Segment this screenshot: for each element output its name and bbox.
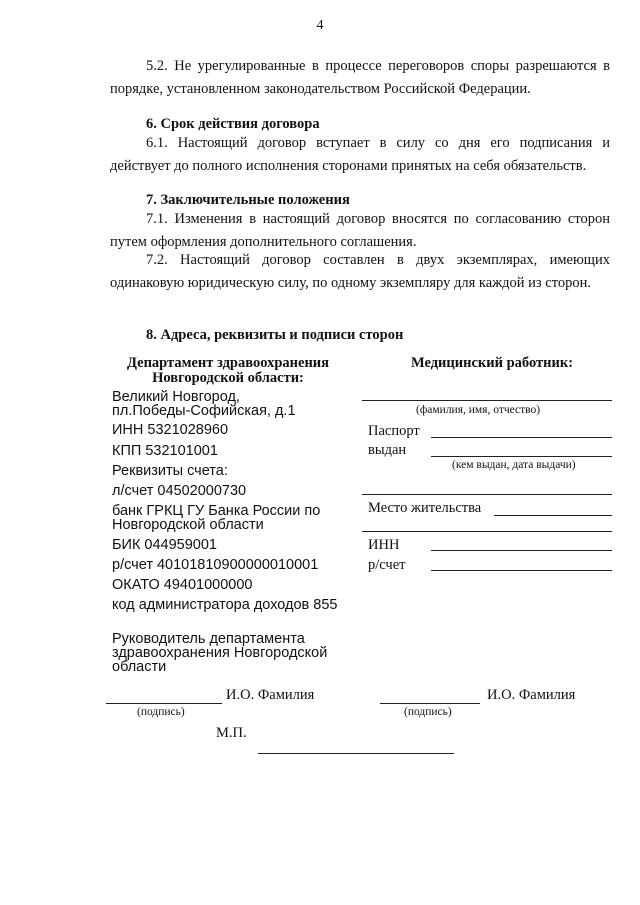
residence-label: Место жительства bbox=[368, 500, 482, 516]
left-ls: л/счет 04502000730 bbox=[112, 483, 247, 499]
passport-label: Паспорт bbox=[368, 423, 420, 439]
left-signature-caption: (подпись) bbox=[137, 706, 185, 718]
left-signature-name: И.О. Фамилия bbox=[226, 687, 315, 703]
left-bank-line1: банк ГРКЦ ГУ Банка России по bbox=[112, 503, 321, 519]
left-bank-line2: Новгородской области bbox=[112, 517, 264, 533]
clause-7-1: 7.1. Изменения в настоящий договор вносятся по согласованию сторон путем оформления дополнительного соглашения. bbox=[110, 211, 610, 250]
left-admin-code: код администратора доходов 855 bbox=[112, 597, 338, 613]
left-signature-line bbox=[106, 703, 222, 704]
stamp-line bbox=[258, 753, 454, 754]
right-signature-name: И.О. Фамилия bbox=[487, 687, 576, 703]
rs-line bbox=[431, 570, 612, 571]
issued-label: выдан bbox=[368, 442, 407, 458]
section-8-title: 8. Адреса, реквизиты и подписи сторон bbox=[146, 327, 404, 343]
left-address-line1: Великий Новгород, bbox=[112, 389, 240, 405]
left-bik: БИК 044959001 bbox=[112, 537, 217, 553]
left-head-line3: области bbox=[112, 659, 167, 675]
issued-line-2 bbox=[362, 494, 612, 495]
fio-line bbox=[362, 400, 612, 401]
left-head-line1: Руководитель департамента bbox=[112, 631, 305, 647]
issued-caption: (кем выдан, дата выдачи) bbox=[452, 459, 576, 471]
section-6-title: 6. Срок действия договора bbox=[146, 116, 320, 132]
section-7-title: 7. Заключительные положения bbox=[146, 192, 350, 208]
left-party-title: Департамент здравоохранения Новгородской области: bbox=[126, 355, 330, 386]
passport-line bbox=[431, 437, 612, 438]
clause-7-2: 7.2. Настоящий договор составлен в двух экземплярах, имеющих одинаковую юридическую силу, по одному экземпляру для каждой из сторон. bbox=[110, 252, 610, 291]
left-head-line2: здравоохранения Новгородской bbox=[112, 645, 328, 661]
clause-6-1: 6.1. Настоящий договор вступает в силу со дня его подписания и действует до полного исполнения сторонами принятых на себя обязательств. bbox=[110, 135, 610, 174]
left-okato: ОКАТО 49401000000 bbox=[112, 577, 253, 593]
left-requisites-label: Реквизиты счета: bbox=[112, 463, 228, 479]
residence-line bbox=[494, 515, 612, 516]
stamp-label: М.П. bbox=[216, 725, 247, 741]
right-signature-line bbox=[380, 703, 480, 704]
right-signature-caption: (подпись) bbox=[404, 706, 452, 718]
left-inn: ИНН 5321028960 bbox=[112, 422, 229, 438]
right-party-title: Медицинский работник: bbox=[410, 355, 574, 371]
left-rs: р/счет 40101810900000010001 bbox=[112, 557, 319, 573]
inn-line bbox=[431, 550, 612, 551]
clause-5-2: 5.2. Не урегулированные в процессе переговоров споры разрешаются в порядке, установленном законодательством Российской Федерации. bbox=[110, 58, 610, 97]
left-address-line2: пл.Победы-Софийская, д.1 bbox=[112, 403, 296, 419]
residence-line-2 bbox=[362, 531, 612, 532]
inn-label: ИНН bbox=[368, 537, 400, 553]
page-number: 4 bbox=[316, 18, 324, 33]
issued-line bbox=[431, 456, 612, 457]
rs-label: р/счет bbox=[368, 557, 406, 573]
fio-caption: (фамилия, имя, отчество) bbox=[416, 404, 541, 416]
left-kpp: КПП 532101001 bbox=[112, 443, 218, 459]
